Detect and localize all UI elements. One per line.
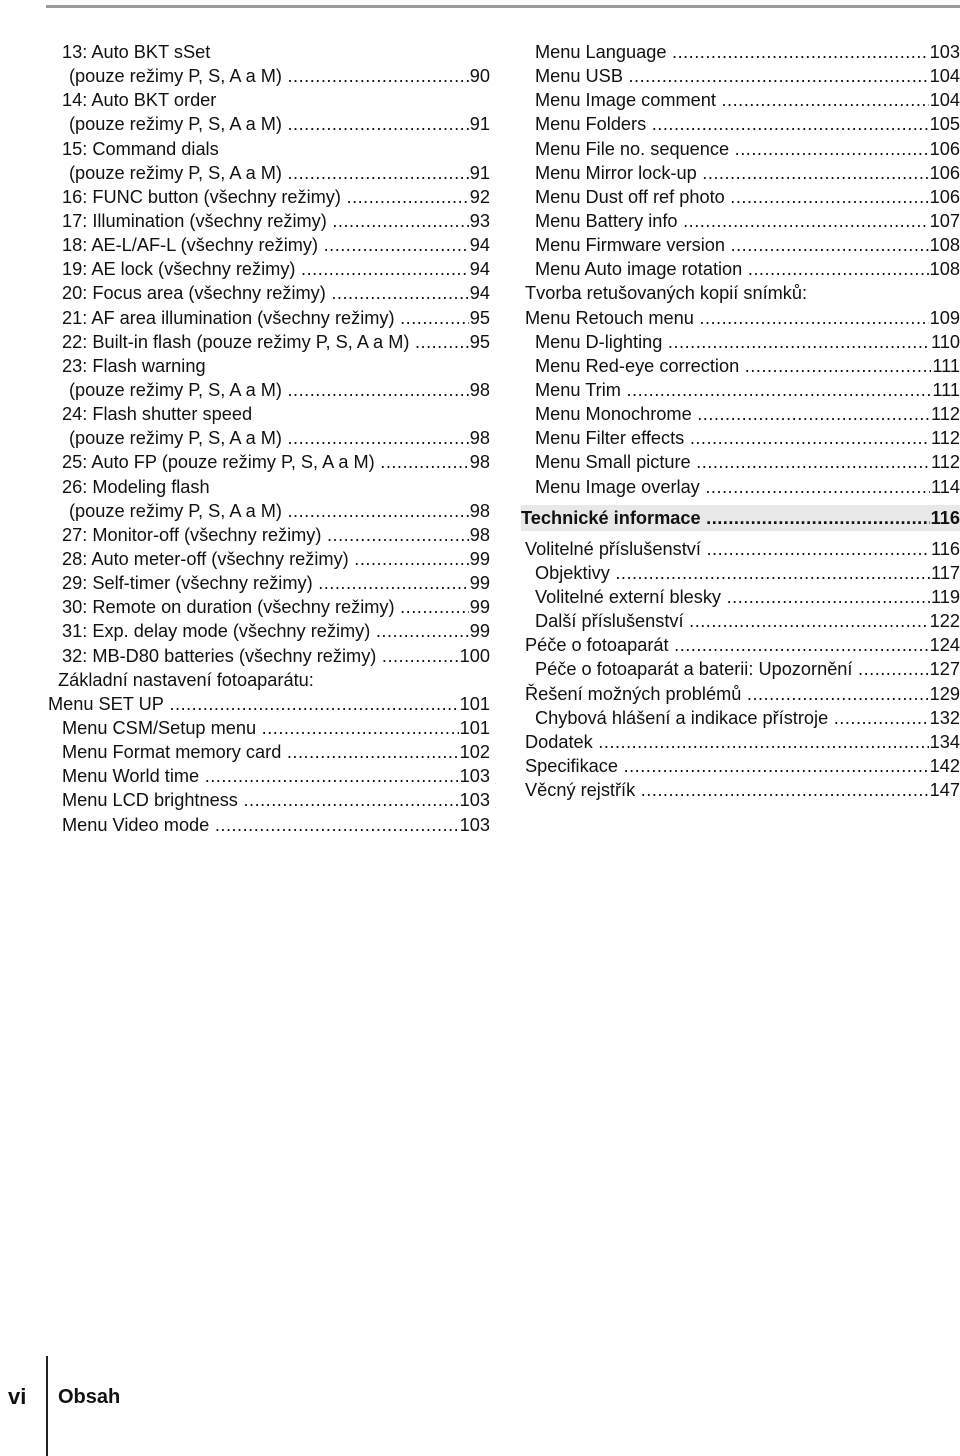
toc-entry[interactable] [48,137,490,161]
toc-entry-title: 32: MB-D80 batteries (všechny režimy) [62,645,377,666]
toc-entry-title: 19: AE lock (všechny režimy) [62,259,296,280]
toc-entry-title: 18: AE-L/AF-L (všechny režimy) [62,235,319,256]
toc-entry-title: Péče o fotoaparát a baterii: Upozornění [535,659,853,680]
toc-entry-page: 112 [930,426,960,450]
toc-entry-title: 27: Monitor-off (všechny režimy) [62,524,322,545]
toc-entry-title: (pouze režimy P, S, A a M) [69,500,282,521]
toc-entry-title: Technické informace [521,507,701,528]
toc-entry[interactable] [521,657,960,681]
toc-entry-title: Další příslušenství [535,611,684,632]
toc-entry-title: Menu Dust off ref photo [535,186,725,207]
toc-entry[interactable] [48,764,490,788]
toc-entry-page: 98 [469,426,490,450]
toc-entry-page: 102 [459,740,490,764]
toc-entry-page: 99 [469,619,490,643]
toc-entry[interactable] [521,450,960,474]
toc-entry-title: Menu CSM/Setup menu [62,717,257,738]
toc-entry-title: (pouze režimy P, S, A a M) [69,162,282,183]
toc-entry[interactable] [521,354,960,378]
toc-entry-page: 103 [459,813,490,837]
toc-entry-page: 92 [469,185,490,209]
toc-entry[interactable] [521,112,960,136]
toc-entry-title: (pouze režimy P, S, A a M) [69,114,282,135]
toc-entry-title: Dodatek [525,731,593,752]
toc-entry-title: 16: FUNC button (všechny režimy) [62,186,341,207]
toc-entry-page: 103 [929,40,960,64]
toc-entry[interactable] [48,378,490,402]
toc-entry-title: 30: Remote on duration (všechny režimy) [62,597,395,618]
toc-entry[interactable] [521,330,960,354]
toc-entry-page: 127 [929,657,960,681]
toc-entry-page: 95 [469,306,490,330]
toc-entry[interactable] [521,185,960,209]
toc-entry-page: 103 [459,764,490,788]
toc-entry-page: 94 [469,257,490,281]
toc-entry-title: 17: Illumination (všechny režimy) [62,210,327,231]
toc-entry-title: Chybová hlášení a indikace přístroje [535,707,829,728]
toc-entry-page: 117 [930,561,960,585]
toc-entry-page: 112 [930,450,960,474]
toc-section-heading[interactable] [521,505,960,531]
toc-entry-title: Menu World time [62,766,200,787]
toc-column-right [521,40,960,802]
toc-entry[interactable] [48,209,490,233]
toc-entry[interactable] [48,281,490,305]
toc-entry-page: 105 [929,112,960,136]
toc-entry-page: 99 [469,595,490,619]
toc-entry[interactable] [521,281,960,305]
toc-entry-title: 20: Focus area (všechny režimy) [62,283,326,304]
toc-entry-title: 22: Built-in flash (pouze režimy P, S, A a M) [62,331,410,352]
toc-entry-page: 116 [930,505,960,531]
toc-entry-page: 111 [931,354,960,378]
toc-entry-page: 99 [469,571,490,595]
toc-entry-title: Péče o fotoaparát [525,635,669,656]
toc-entry-title: 24: Flash shutter speed [62,404,253,425]
page-number: vi [8,1384,27,1409]
toc-entry[interactable] [521,561,960,585]
toc-entry[interactable] [48,402,490,426]
toc-entry-page: 124 [929,633,960,657]
toc-entry-page: 95 [469,330,490,354]
toc-entry[interactable] [521,475,960,499]
toc-entry-page: 91 [469,161,490,185]
toc-entry-page: 103 [459,788,490,812]
toc-entry-page: 112 [930,402,960,426]
toc-entry[interactable] [48,330,490,354]
toc-entry-title: Menu Folders [535,114,647,135]
toc-entry[interactable] [48,64,490,88]
toc-entry-title: Menu Language [535,42,667,62]
toc-entry[interactable] [521,306,960,330]
toc-entry-page: 110 [930,330,960,354]
toc-entry[interactable] [48,619,490,643]
toc-entry[interactable] [48,595,490,619]
toc-entry[interactable] [521,257,960,281]
toc-entry[interactable] [521,233,960,257]
toc-entry[interactable] [521,137,960,161]
toc-entry-page: 94 [469,281,490,305]
footer-divider [46,1356,48,1456]
toc-entry-title: 31: Exp. delay mode (všechny režimy) [62,621,371,642]
toc-entry[interactable] [48,257,490,281]
section-name: Obsah [58,1386,121,1408]
toc-entry-title: 23: Flash warning [62,355,206,376]
toc-entry-page: 147 [929,778,960,802]
toc-entry-title: Menu Trim [535,379,621,400]
toc-entry[interactable] [521,706,960,730]
toc-entry-title: Menu LCD brightness [62,790,238,811]
toc-entry-title: (pouze režimy P, S, A a M) [69,379,282,400]
toc-entry-page: 134 [929,730,960,754]
toc-entry-page: 106 [929,185,960,209]
toc-entry-page: 93 [469,209,490,233]
toc-entry[interactable] [48,571,490,595]
toc-entry-title: Menu Retouch menu [525,307,694,328]
top-rule [46,5,960,8]
toc-entry-page: 129 [929,682,960,706]
toc-entry-title: Menu Firmware version [535,235,726,256]
toc-entry-title: Menu Filter effects [535,428,685,449]
toc-entry-title: Menu Monochrome [535,404,692,425]
toc-entry-title: 14: Auto BKT order [62,90,217,111]
toc-entry-page: 100 [459,644,490,668]
toc-entry-page: 108 [929,233,960,257]
toc-entry[interactable] [521,778,960,802]
toc-entry-title: Objektivy [535,562,610,583]
toc-entry[interactable] [521,682,960,706]
toc-entry-page: 122 [929,609,960,633]
toc-entry-title: Menu Battery info [535,210,678,231]
toc-entry[interactable] [48,354,490,378]
toc-entry[interactable] [48,233,490,257]
toc-entry-page: 98 [469,499,490,523]
toc-entry[interactable] [521,64,960,88]
toc-entry-page: 114 [930,475,960,499]
toc-entry-page: 104 [929,88,960,112]
toc-entry-title: Specifikace [525,755,619,776]
toc-entry[interactable] [48,88,490,112]
toc-entry[interactable] [521,537,960,561]
toc-entry[interactable] [48,499,490,523]
toc-entry[interactable] [48,740,490,764]
toc-entry-title: Menu Auto image rotation [535,259,743,280]
toc-entry-title: Základní nastavení fotoaparátu: [58,669,314,690]
toc-entry-page: 142 [929,754,960,778]
toc-entry-title: Tvorba retušovaných kopií snímků: [525,283,808,304]
toc-entry[interactable] [48,668,490,692]
toc-entry-page: 109 [929,306,960,330]
toc-entry[interactable] [521,161,960,185]
toc-entry-title: Menu D-lighting [535,331,663,352]
toc-entry[interactable] [48,161,490,185]
toc-entry-title: Menu Small picture [535,452,691,473]
toc-entry[interactable] [48,112,490,136]
toc-entry-page: 101 [459,716,490,740]
toc-entry-page: 98 [469,450,490,474]
toc-entry-page: 116 [930,537,960,561]
toc-entry-title: (pouze režimy P, S, A a M) [69,66,282,87]
toc-entry-page: 119 [930,585,960,609]
toc-entry-page: 132 [929,706,960,730]
toc-entry-title: Menu Format memory card [62,742,282,763]
toc-entry[interactable] [521,754,960,778]
toc-entry[interactable] [521,633,960,657]
toc-entry-title: Menu Image overlay [535,476,700,497]
toc-entry-title: 28: Auto meter-off (všechny režimy) [62,548,349,569]
toc-entry[interactable] [521,426,960,450]
toc-entry[interactable] [48,426,490,450]
toc-entry-page: 101 [459,692,490,716]
toc-entry-page: 98 [469,378,490,402]
toc-entry[interactable] [521,378,960,402]
toc-entry[interactable] [521,88,960,112]
toc-entry-title: Věcný rejstřík [525,780,636,801]
toc-entry[interactable] [48,475,490,499]
toc-entry[interactable] [521,585,960,609]
toc-entry-title: 13: Auto BKT sSet [62,42,211,62]
toc-entry[interactable] [48,450,490,474]
toc-entry-page: 108 [929,257,960,281]
toc-column-left [48,40,490,837]
toc-entry-page: 99 [469,547,490,571]
toc-entry[interactable] [48,813,490,837]
toc-entry-title: Volitelné příslušenství [525,538,701,559]
toc-entry-title: Menu USB [535,66,623,87]
toc-entry[interactable] [521,209,960,233]
toc-entry[interactable] [48,40,490,64]
toc-entry-page: 111 [931,378,960,402]
toc-entry-title: Řešení možných problémů [525,683,742,704]
toc-entry[interactable] [48,716,490,740]
toc-entry-title: Menu Mirror lock-up [535,162,697,183]
toc-entry-title: Menu File no. sequence [535,138,730,159]
toc-entry-page: 91 [469,112,490,136]
toc-entry-page: 106 [929,137,960,161]
toc-entry[interactable] [521,40,960,64]
toc-entry[interactable] [521,730,960,754]
toc-entry[interactable] [48,185,490,209]
toc-entry-title: 29: Self-timer (všechny režimy) [62,573,313,594]
toc-entry-page: 90 [469,64,490,88]
toc-entry-title: Volitelné externí blesky [535,586,722,607]
toc-entry-title: Menu Image comment [535,90,716,111]
toc-entry-page: 106 [929,161,960,185]
toc-entry-title: 15: Command dials [62,138,219,159]
toc-entry[interactable] [48,692,490,716]
toc-entry[interactable] [48,306,490,330]
toc-entry-page: 98 [469,523,490,547]
toc-entry[interactable] [48,644,490,668]
toc-entry-page: 94 [469,233,490,257]
toc-entry-title: 21: AF area illumination (všechny režimy) [62,307,395,328]
toc-entry[interactable] [521,609,960,633]
toc-entry-title: Menu Video mode [62,814,210,835]
page-footer [0,1356,960,1456]
toc-entry[interactable] [48,523,490,547]
toc-entry[interactable] [48,788,490,812]
toc-entry-title: 26: Modeling flash [62,476,210,497]
toc-entry-page: 104 [929,64,960,88]
toc-entry[interactable] [521,402,960,426]
toc-entry-title: 25: Auto FP (pouze režimy P, S, A a M) [62,452,375,473]
toc-entry-title: Menu Red-eye correction [535,355,740,376]
toc-entry-page: 107 [929,209,960,233]
toc-entry-title: (pouze režimy P, S, A a M) [69,428,282,449]
toc-entry-title: Menu SET UP [48,693,164,714]
toc-entry[interactable] [48,547,490,571]
